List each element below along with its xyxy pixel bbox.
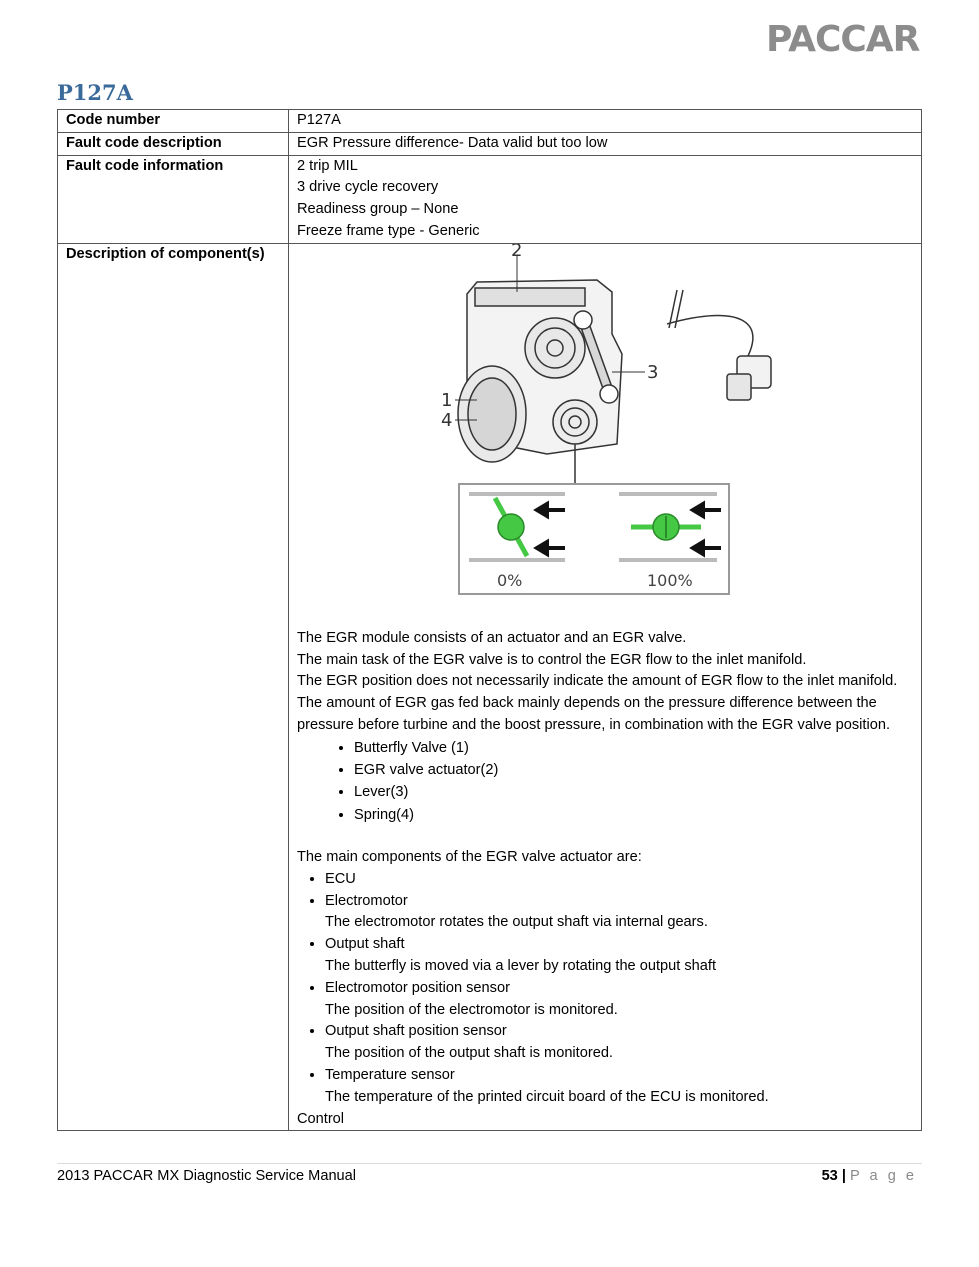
list-item — [325, 934, 913, 978]
fault-info-label: Fault code information — [58, 155, 289, 243]
component-detail: The butterfly is moved via a lever by rotating the output shaft — [325, 957, 716, 974]
component-name: Electromotor position sensor — [325, 979, 510, 996]
list-item: • Spring(4) — [354, 804, 913, 826]
paragraph-line: The EGR module consists of an actuator and an EGR valve. — [297, 629, 687, 646]
page-separator: | — [841, 1168, 846, 1184]
list-item — [325, 891, 913, 935]
fault-info-line: 3 drive cycle recovery — [297, 179, 439, 196]
gauge-label-closed: 0% — [497, 570, 523, 590]
fault-info-line: 2 trip MIL — [297, 157, 358, 174]
component-detail: The position of the electromotor is monitored. — [325, 1001, 618, 1018]
component-detail: The electromotor rotates the output shaft via internal gears. — [325, 914, 708, 931]
callout-3: 3 — [647, 361, 659, 383]
table-row — [58, 110, 922, 133]
footer-divider — [57, 1163, 922, 1164]
component-name: Electromotor — [325, 892, 408, 909]
list-item — [325, 1065, 913, 1109]
list-item: • Lever(3) — [354, 781, 913, 803]
footer-title: 2013 PACCAR MX Diagnostic Service Manual — [57, 1168, 357, 1184]
footer-page — [822, 1168, 917, 1184]
component-detail: The position of the output shaft is monitored. — [325, 1045, 613, 1062]
component-description-value — [289, 243, 922, 1131]
fault-info-line: Freeze frame type - Generic — [297, 222, 480, 239]
fault-description-value: EGR Pressure difference- Data valid but too low — [289, 132, 922, 155]
table-row — [58, 132, 922, 155]
fault-info-value — [289, 155, 922, 243]
table-row — [58, 155, 922, 243]
paragraph-line: The EGR position does not necessarily indicate the amount of EGR flow to the inlet manifold. The amount of EGR gas fed back mainly depends on the pressure difference between the pressure before turbine and the boost pressure, in combination with the EGR valve position. — [297, 673, 898, 733]
list-item — [325, 978, 913, 1022]
code-number-value: P127A — [289, 110, 922, 133]
list-item — [325, 869, 913, 891]
main-components-list — [297, 869, 913, 1109]
component-name: Output shaft position sensor — [325, 1023, 507, 1040]
table-row — [58, 243, 922, 1131]
fault-info-line: Readiness group – None — [297, 201, 459, 218]
callout-2: 2 — [511, 243, 523, 261]
component-name: Output shaft — [325, 936, 405, 953]
paccar-logo — [764, 16, 924, 58]
callout-1: 1 — [441, 389, 453, 411]
page-word: P a g e — [850, 1168, 917, 1184]
component-name: Temperature sensor — [325, 1066, 455, 1083]
egr-valve-figure — [437, 244, 777, 614]
component-description-label: Description of component(s) — [58, 243, 289, 1131]
list-item: • Butterfly Valve (1) — [354, 737, 913, 759]
gauge-label-open: 100% — [647, 570, 693, 590]
callout-4: 4 — [441, 409, 453, 431]
fault-code-table — [57, 109, 922, 1131]
list-item — [325, 1021, 913, 1065]
component-name: ECU — [325, 870, 356, 887]
fault-description-label: Fault code description — [58, 132, 289, 155]
trailing-text: Control — [297, 1110, 345, 1127]
svg-text:PACCAR: PACCAR — [766, 19, 920, 58]
parts-list — [297, 737, 913, 826]
paragraph-line: The main task of the EGR valve is to control the EGR flow to the inlet manifold. — [297, 651, 807, 668]
page-number: 53 — [821, 1168, 838, 1184]
main-components-intro: The main components of the EGR valve actuator are: — [297, 848, 642, 865]
list-item: • EGR valve actuator(2) — [354, 759, 913, 781]
code-number-label: Code number — [58, 110, 289, 133]
component-detail: The temperature of the printed circuit board of the ECU is monitored. — [325, 1088, 769, 1105]
page-heading: P127A — [57, 80, 133, 105]
